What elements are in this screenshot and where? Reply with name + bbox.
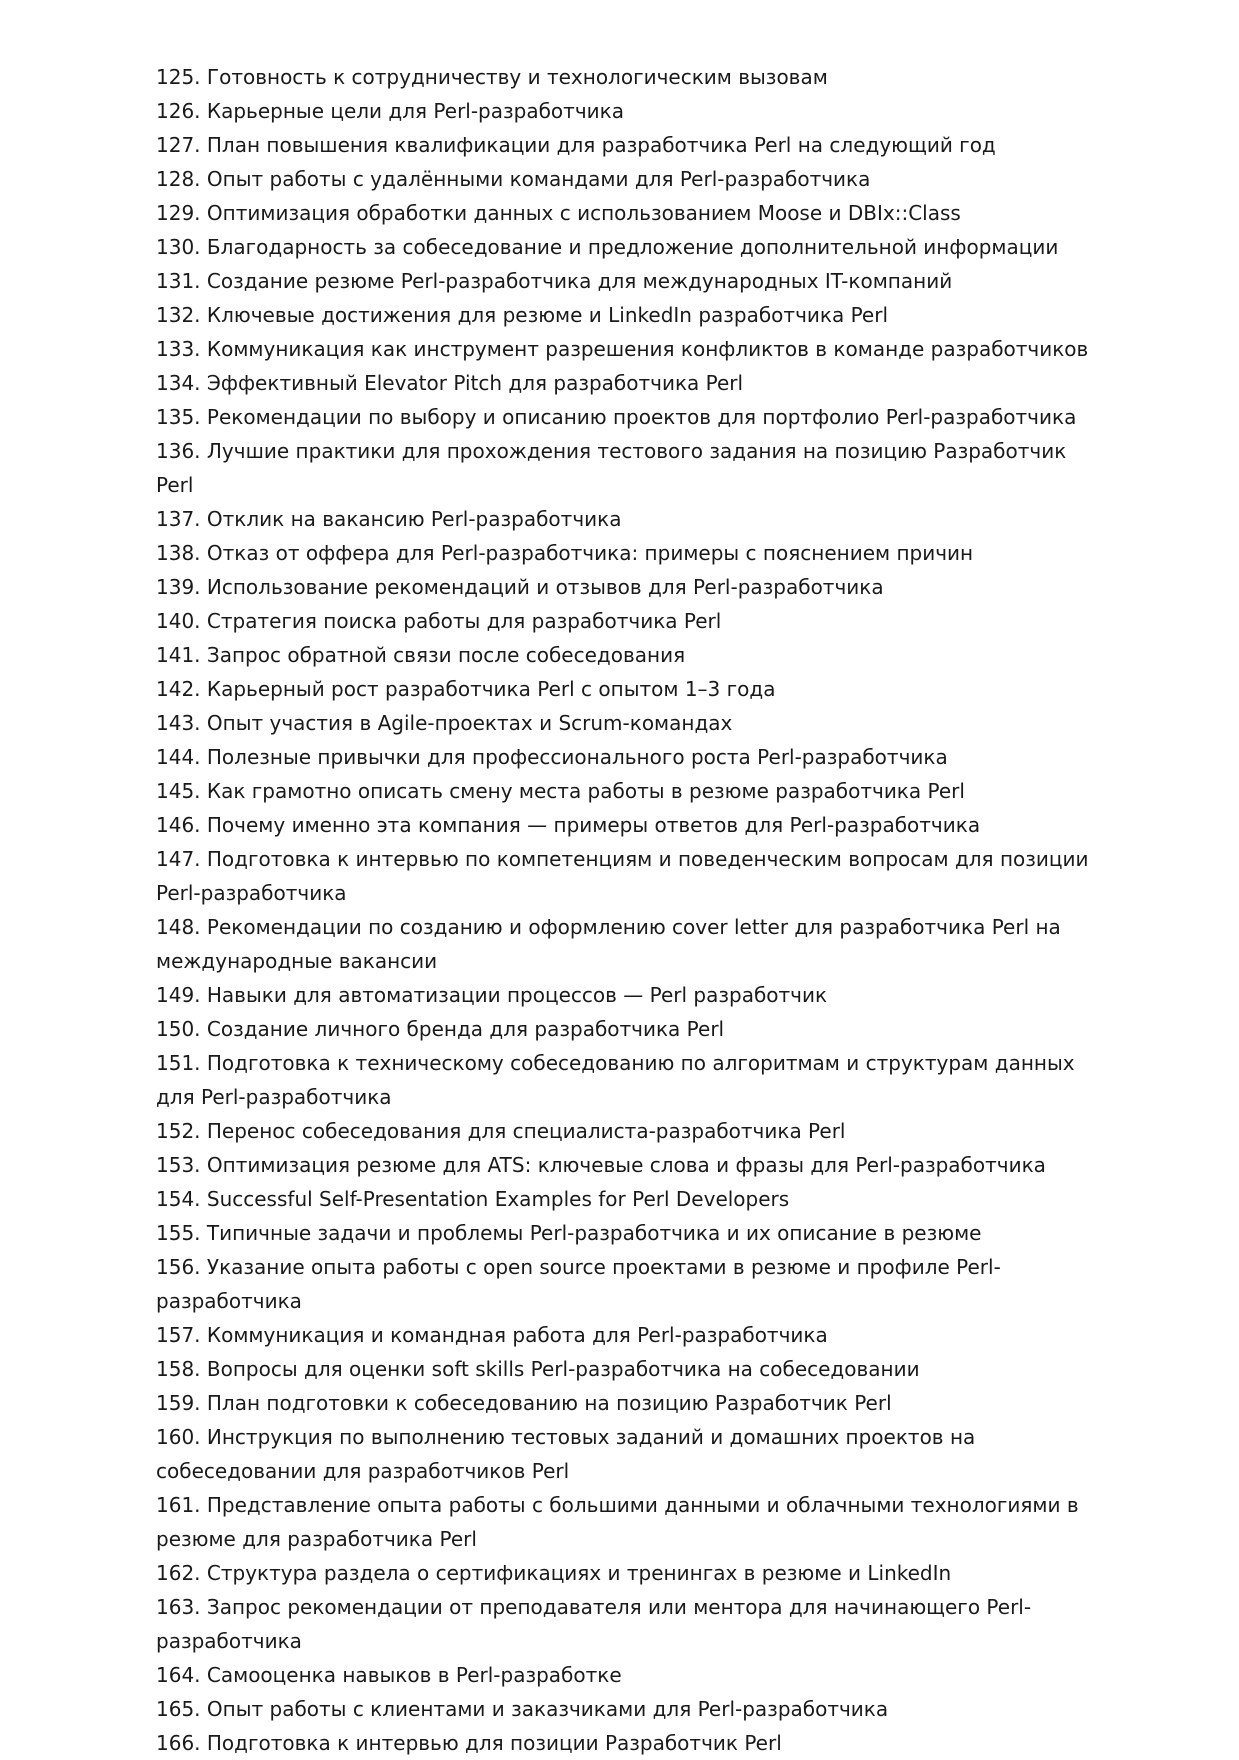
list-item: 128. Опыт работы с удалёнными командами для Perl-разработчика: [156, 167, 871, 191]
list-item: 137. Отклик на вакансию Perl-разработчика: [156, 507, 622, 531]
list-item: 135. Рекомендации по выбору и описанию проектов для портфолио Perl-разработчика: [156, 405, 1077, 429]
list-item: 163. Запрос рекомендации от преподавателя или ментора для начинающего Perl-разработчика: [156, 1595, 1032, 1653]
list-item: 127. План повышения квалификации для разработчика Perl на следующий год: [156, 133, 996, 157]
list-item: 130. Благодарность за собеседование и предложение дополнительной информации: [156, 235, 1059, 259]
list-item: 139. Использование рекомендаций и отзывов для Perl-разработчика: [156, 575, 884, 599]
list-item: 158. Вопросы для оценки soft skills Perl-разработчика на собеседовании: [156, 1357, 920, 1381]
list-item: 141. Запрос обратной связи после собеседования: [156, 643, 686, 667]
list-item: 160. Инструкция по выполнению тестовых заданий и домашних проектов на собеседовании для разработчиков Perl: [156, 1425, 976, 1483]
list-item: 164. Самооценка навыков в Perl-разработке: [156, 1663, 622, 1687]
list-item: 143. Опыт участия в Agile-проектах и Scrum-командах: [156, 711, 733, 735]
list-item: 132. Ключевые достижения для резюме и LinkedIn разработчика Perl: [156, 303, 889, 327]
list-item: 146. Почему именно эта компания — примеры ответов для Perl-разработчика: [156, 813, 981, 837]
list-item: 152. Перенос собеседования для специалиста-разработчика Perl: [156, 1119, 846, 1143]
list-item: 126. Карьерные цели для Perl-разработчика: [156, 99, 624, 123]
list-item: 161. Представление опыта работы с большими данными и облачными технологиями в резюме для разработчика Perl: [156, 1493, 1079, 1551]
document-list: [156, 60, 1091, 1760]
list-item: 147. Подготовка к интервью по компетенциям и поведенческим вопросам для позиции Perl-разработчика: [156, 847, 1089, 905]
list-item: 145. Как грамотно описать смену места работы в резюме разработчика Perl: [156, 779, 965, 803]
list-item: 162. Структура раздела о сертификациях и тренингах в резюме и LinkedIn: [156, 1561, 952, 1585]
list-item: 149. Навыки для автоматизации процессов — Perl разработчик: [156, 983, 828, 1007]
list-item: 140. Стратегия поиска работы для разработчика Perl: [156, 609, 722, 633]
list-item: 136. Лучшие практики для прохождения тестового задания на позицию Разработчик Perl: [156, 439, 1067, 497]
list-item: 154. Successful Self-Presentation Examples for Perl Developers: [156, 1187, 790, 1211]
list-item: 133. Коммуникация как инструмент разрешения конфликтов в команде разработчиков: [156, 337, 1089, 361]
list-item: 150. Создание личного бренда для разработчика Perl: [156, 1017, 725, 1041]
list-item: 148. Рекомендации по созданию и оформлению cover letter для разработчика Perl на международные вакансии: [156, 915, 1061, 973]
list-item: 165. Опыт работы с клиентами и заказчиками для Perl-разработчика: [156, 1697, 889, 1721]
list-item: 134. Эффективный Elevator Pitch для разработчика Perl: [156, 371, 744, 395]
list-item: 153. Оптимизация резюме для ATS: ключевые слова и фразы для Perl-разработчика: [156, 1153, 1046, 1177]
list-item: 125. Готовность к сотрудничеству и технологическим вызовам: [156, 65, 828, 89]
list-item: 129. Оптимизация обработки данных с использованием Moose и DBIx::Class: [156, 201, 961, 225]
list-item: 157. Коммуникация и командная работа для Perl-разработчика: [156, 1323, 828, 1347]
list-item: 159. План подготовки к собеседованию на позицию Разработчик Perl: [156, 1391, 892, 1415]
list-item: 151. Подготовка к техническому собеседованию по алгоритмам и структурам данных для Perl-разработчика: [156, 1051, 1075, 1109]
list-item: 138. Отказ от оффера для Perl-разработчика: примеры с пояснением причин: [156, 541, 974, 565]
list-item: 144. Полезные привычки для профессионального роста Perl-разработчика: [156, 745, 948, 769]
list-item: 166. Подготовка к интервью для позиции Разработчик Perl: [156, 1731, 782, 1755]
list-item: 142. Карьерный рост разработчика Perl с опытом 1–3 года: [156, 677, 776, 701]
list-item: 131. Создание резюме Perl-разработчика для международных IT-компаний: [156, 269, 953, 293]
list-item: 156. Указание опыта работы с open source проектами в резюме и профиле Perl-разработчика: [156, 1255, 1001, 1313]
list-item: 155. Типичные задачи и проблемы Perl-разработчика и их описание в резюме: [156, 1221, 982, 1245]
